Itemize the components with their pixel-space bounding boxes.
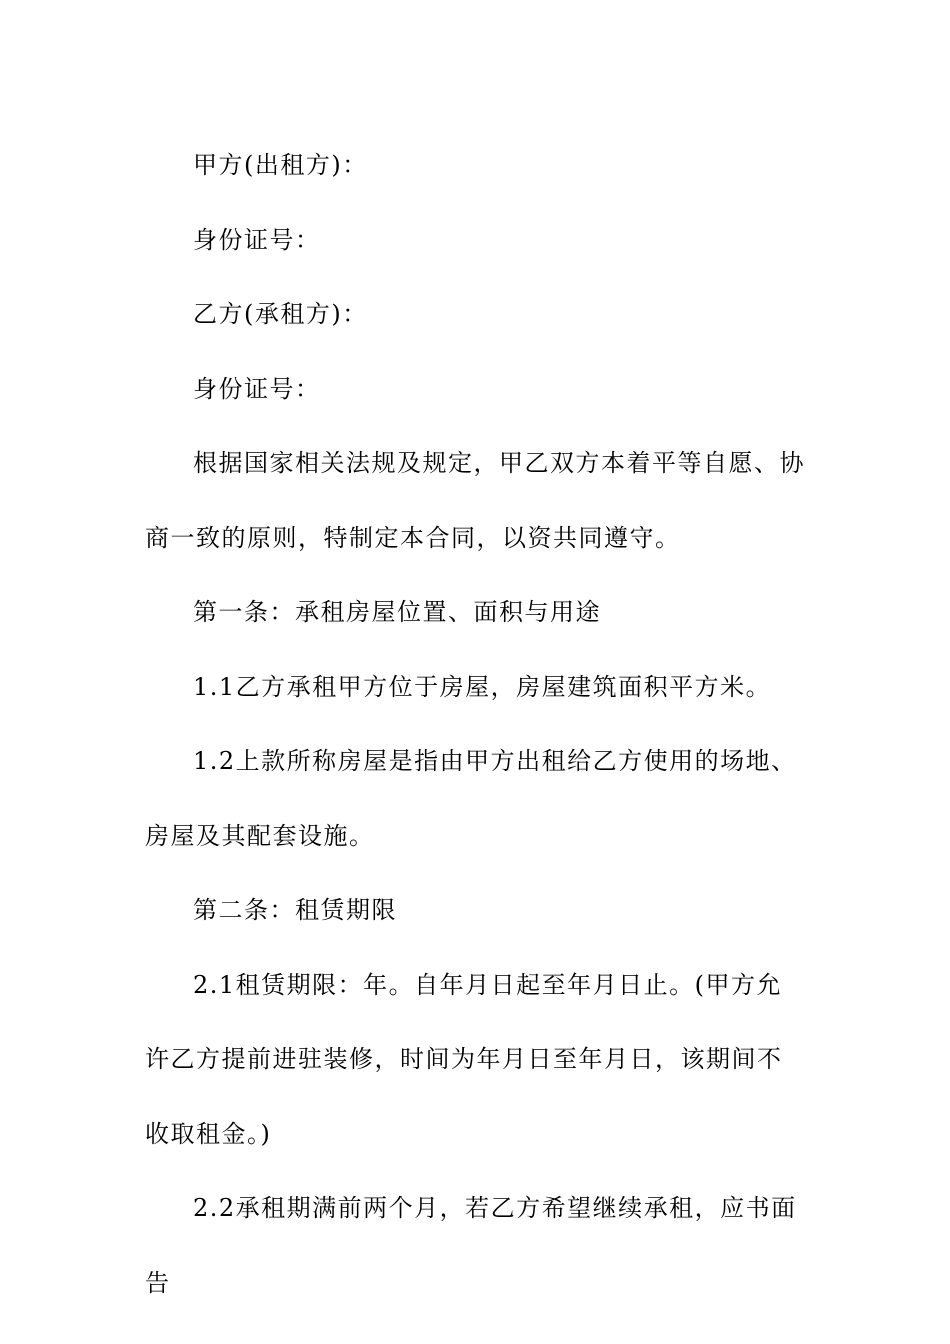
party-a-label: 甲方(出租方)： xyxy=(193,151,368,179)
party-b-label: 乙方(承租方)： xyxy=(193,300,368,328)
document-body xyxy=(145,128,807,1320)
clause-1-1: 1.1乙方承租甲方位于房屋，房屋建筑面积平方米。 xyxy=(193,672,772,701)
clause-2-1: 2.1租赁期限：年。自年月日起至年月日止。(甲方允许乙方提前进驻装修，时间为年月日至年月日，该期间不收取租金。) xyxy=(145,970,783,1148)
clause-1-2: 1.2上款所称房屋是指由甲方出租给乙方使用的场地、房屋及其配套设施。 xyxy=(145,747,797,850)
party-b-id-label: 身份证号： xyxy=(193,374,321,403)
article-1-heading: 第一条：承租房屋位置、面积与用途 xyxy=(193,598,601,626)
party-a-id-label: 身份证号： xyxy=(193,225,321,254)
article-2-heading: 第二条：租赁期限 xyxy=(193,896,397,924)
clause-2-2: 2.2承租期满前两个月，若乙方希望继续承租，应书面告 xyxy=(145,1194,797,1297)
preamble-paragraph: 根据国家相关法规及规定，甲乙双方本着平等自愿、协商一致的原则，特制定本合同，以资共同遵守。 xyxy=(145,449,805,552)
